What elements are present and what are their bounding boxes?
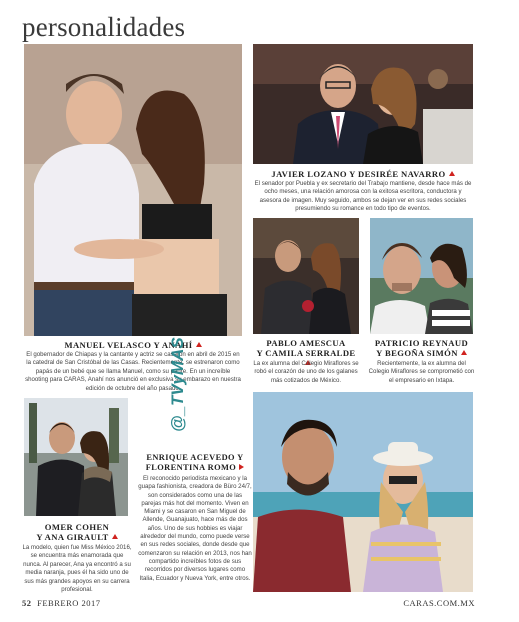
section-title: personalidades bbox=[22, 12, 186, 42]
photo-velasco-anahi bbox=[24, 44, 242, 336]
text-velasco-anahi: El gobernador de Chiapas y la cantante y actriz se casaron en abril de 2015 en la catedral de San Cristóbal de las Casas. Recientemente, se estrenaron como papás de un bebé que se llama Manuel, como su padre. En un increíble shooting para CARAS, Anahí nos anunció en exclusiva su embarazo en nuestra edición de octubre del año pasado. bbox=[25, 351, 241, 392]
photo-amescua-serralde bbox=[253, 218, 359, 334]
photo-acevedo-romo bbox=[253, 392, 473, 592]
footer-site: CARAS.COM.MX bbox=[403, 598, 475, 608]
name-velasco-anahi: MANUEL VELASCO Y ANAHÍ bbox=[24, 340, 242, 350]
red-triangle-icon bbox=[461, 350, 467, 355]
red-triangle-icon bbox=[449, 171, 455, 176]
text-reynaud-simon: Recientemente, la ex alumna del Colegio Miraflores se comprometió con el empresario en Ixtapa. bbox=[368, 360, 475, 384]
photo-lozano-navarro bbox=[253, 44, 473, 164]
footer-left bbox=[22, 598, 101, 608]
photo-cohen-girault bbox=[24, 398, 128, 516]
name-reynaud-simon: PATRICIO REYNAUD Y BEGOÑA SIMÓN bbox=[374, 338, 469, 358]
red-triangle-icon bbox=[239, 464, 244, 470]
name-acevedo-romo: ENRIQUE ACEVEDO Y FLORENTINA ROMO bbox=[145, 453, 244, 472]
text-acevedo-romo: El reconocido periodista mexicano y la guapa fashionista, creadora de Büro 24/7, son considerados como una de las parejas más hot del momento. Viven en Miami y se casaron en San Miguel de Allende, Guanajuato, hace más de dos años. Uno de sus hobbies es viajar alrededor del mundo, como puede verse en sus redes sociales, donde desde que comenzaron su relación en 2013, nos han compartido increíbles fotos de sus recorridos por diversos lugares como Italia, Ecuador y Nueva York, entre otros. bbox=[138, 475, 252, 582]
red-triangle-icon bbox=[112, 534, 118, 539]
text-lozano-navarro: El senador por Puebla y ex secretario del Trabajo mantiene, desde hace más de ocho meses, una relación amorosa con la exitosa escritora, conductora y asesora de imagen. Muy seguido, ambos se dejan ver en sus redes sociales presumiendo su romance en todo tipo de eventos. bbox=[254, 180, 472, 213]
photo-reynaud-simon bbox=[370, 218, 473, 334]
watermark-text: @_TVyMAS bbox=[168, 337, 187, 432]
issue-date: FEBRERO 2017 bbox=[37, 598, 101, 608]
text-cohen-girault: La modelo, quien fue Miss México 2016, se encuentra más enamorada que nunca. Al parecer, Ana ya encontró a su media naranja, pues él ha sido uno de sus más grandes apoyos en su carrera profesional. bbox=[22, 544, 132, 594]
red-triangle-icon bbox=[196, 342, 202, 347]
name-amescua-serralde: PABLO AMESCUA Y CAMILA SERRALDE bbox=[253, 338, 359, 368]
name-cohen-girault: OMER COHEN Y ANA GIRAULT bbox=[22, 522, 132, 542]
page-number: 52 bbox=[22, 598, 32, 608]
text-amescua-serralde: La ex alumna del Colegio Miraflores se robó el corazón de uno de los galanes más cotizados de México. bbox=[253, 360, 359, 384]
name-lozano-navarro: JAVIER LOZANO Y DESIRÉE NAVARRO bbox=[253, 169, 473, 179]
